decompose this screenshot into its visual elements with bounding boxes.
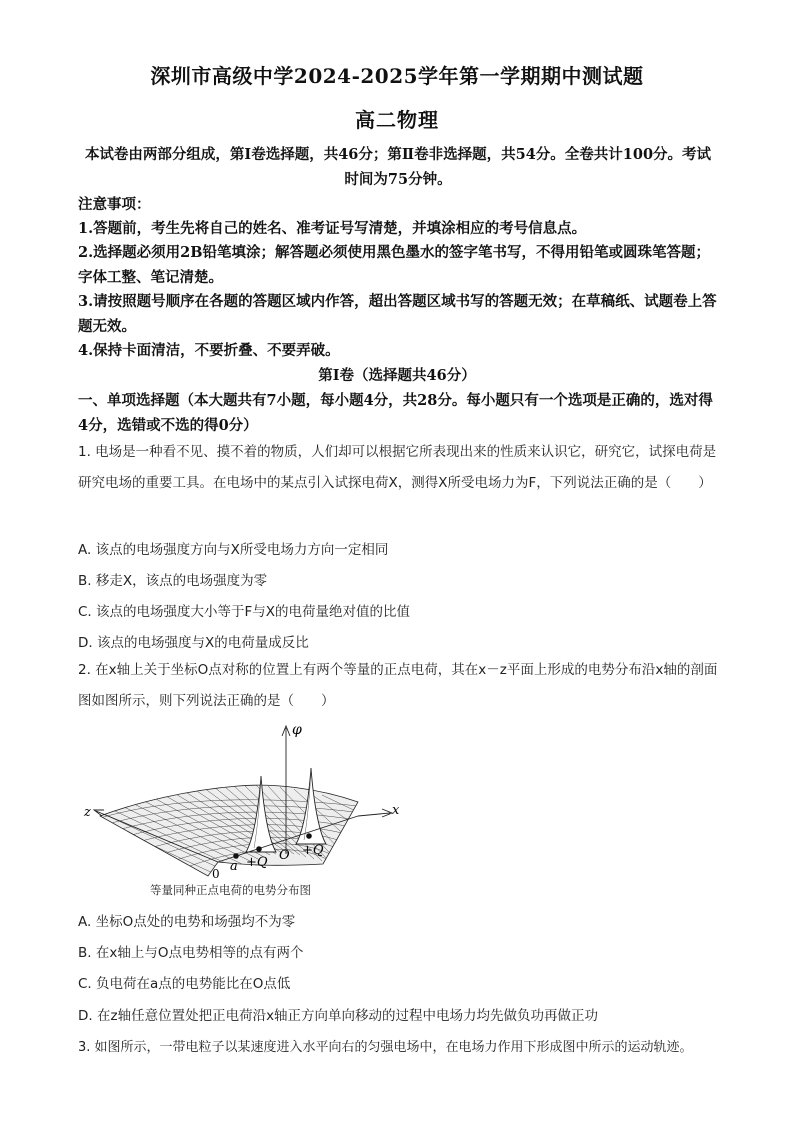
question-2-stem: 2. 在x轴上关于坐标O点对称的位置上有两个等量的正点电荷，其在x－z平面上形成的电势分布沿x轴的剖面图如图所示，则下列说法正确的是（ ） [78, 662, 718, 709]
question-2-option-d: D. 在z轴任意位置处把正电荷沿x轴正方向单向移动的过程中电场力均先做负功再做正功 [78, 1008, 599, 1024]
x-axis-label: x [392, 803, 400, 818]
notes-heading: 注意事项： [78, 196, 151, 213]
phi-axis-label: φ [292, 722, 302, 738]
question-2-option-b: B. 在x轴上与O点电势相等的点有两个 [78, 945, 304, 961]
section-title: 第Ⅰ卷（选择题共46分） [318, 367, 476, 384]
question-1-stem: 1. 电场是一种看不见、摸不着的物质，人们却可以根据它所表现出来的性质来认识它，研究它，试探电荷是研究电场的重要工具。在电场中的某点引入试探电荷X，测得X所受电场力为F，下列说法正确的是（ ） [78, 444, 717, 491]
section-instruction: 一、单项选择题（本大题共有7小题，每小题4分，共28分。每小题只有一个选项是正确的，选对得4分，选错或不选的得0分） [78, 392, 713, 434]
question-1-option-d: D. 该点的电场强度与X的电荷量成反比 [78, 635, 309, 651]
figure-caption: 等量同种正点电荷的电势分布图 [150, 883, 311, 897]
point-o-label: O [279, 848, 290, 863]
charge-right-label: +Q [302, 843, 324, 858]
potential-distribution-figure [78, 716, 418, 901]
question-1-option-a: A. 该点的电场强度方向与X所受电场力方向一定相同 [78, 542, 389, 558]
point-a-label: a [230, 859, 238, 874]
question-2-option-a: A. 坐标O点处的电势和场强均不为零 [78, 914, 296, 930]
note-item: 3.请按照题号顺序在各题的答题区域内作答，超出答题区域书写的答题无效；在草稿纸、试题卷上答题无效。 [78, 293, 717, 335]
charge-left-label: +Q [246, 855, 268, 870]
question-2-option-c: C. 负电荷在a点的电势能比在O点低 [78, 976, 291, 992]
question-1-option-b: B. 移走X，该点的电场强度为零 [78, 573, 268, 589]
note-item: 4.保持卡面清洁，不要折叠、不要弄破。 [78, 342, 340, 359]
question-3-stem: 3. 如图所示，一带电粒子以某速度进入水平向右的匀强电场中，在电场力作用下形成图中所示的运动轨迹。 [78, 1040, 693, 1055]
question-1-option-c: C. 该点的电场强度大小等于F与X的电荷量绝对值的比值 [78, 604, 411, 620]
origin-label: 0 [212, 867, 220, 881]
note-item: 1.答题前，考生先将自己的姓名、准考证号写清楚，并填涂相应的考号信息点。 [78, 220, 587, 237]
z-axis-label: z [84, 805, 91, 820]
exam-intro: 本试卷由两部分组成，第Ⅰ卷选择题，共46分；第Ⅱ卷非选择题，共54分。全卷共计100分。考试时间为75分钟。 [84, 146, 712, 188]
note-item: 2.选择题必须用2B铅笔填涂；解答题必须使用黑色墨水的签字笔书写，不得用铅笔或圆珠笔答题；字体工整、笔记清楚。 [78, 244, 710, 286]
subject-title: 高二物理 [355, 108, 439, 132]
exam-title: 深圳市高级中学2024-2025学年第一学期期中测试题 [150, 64, 644, 88]
